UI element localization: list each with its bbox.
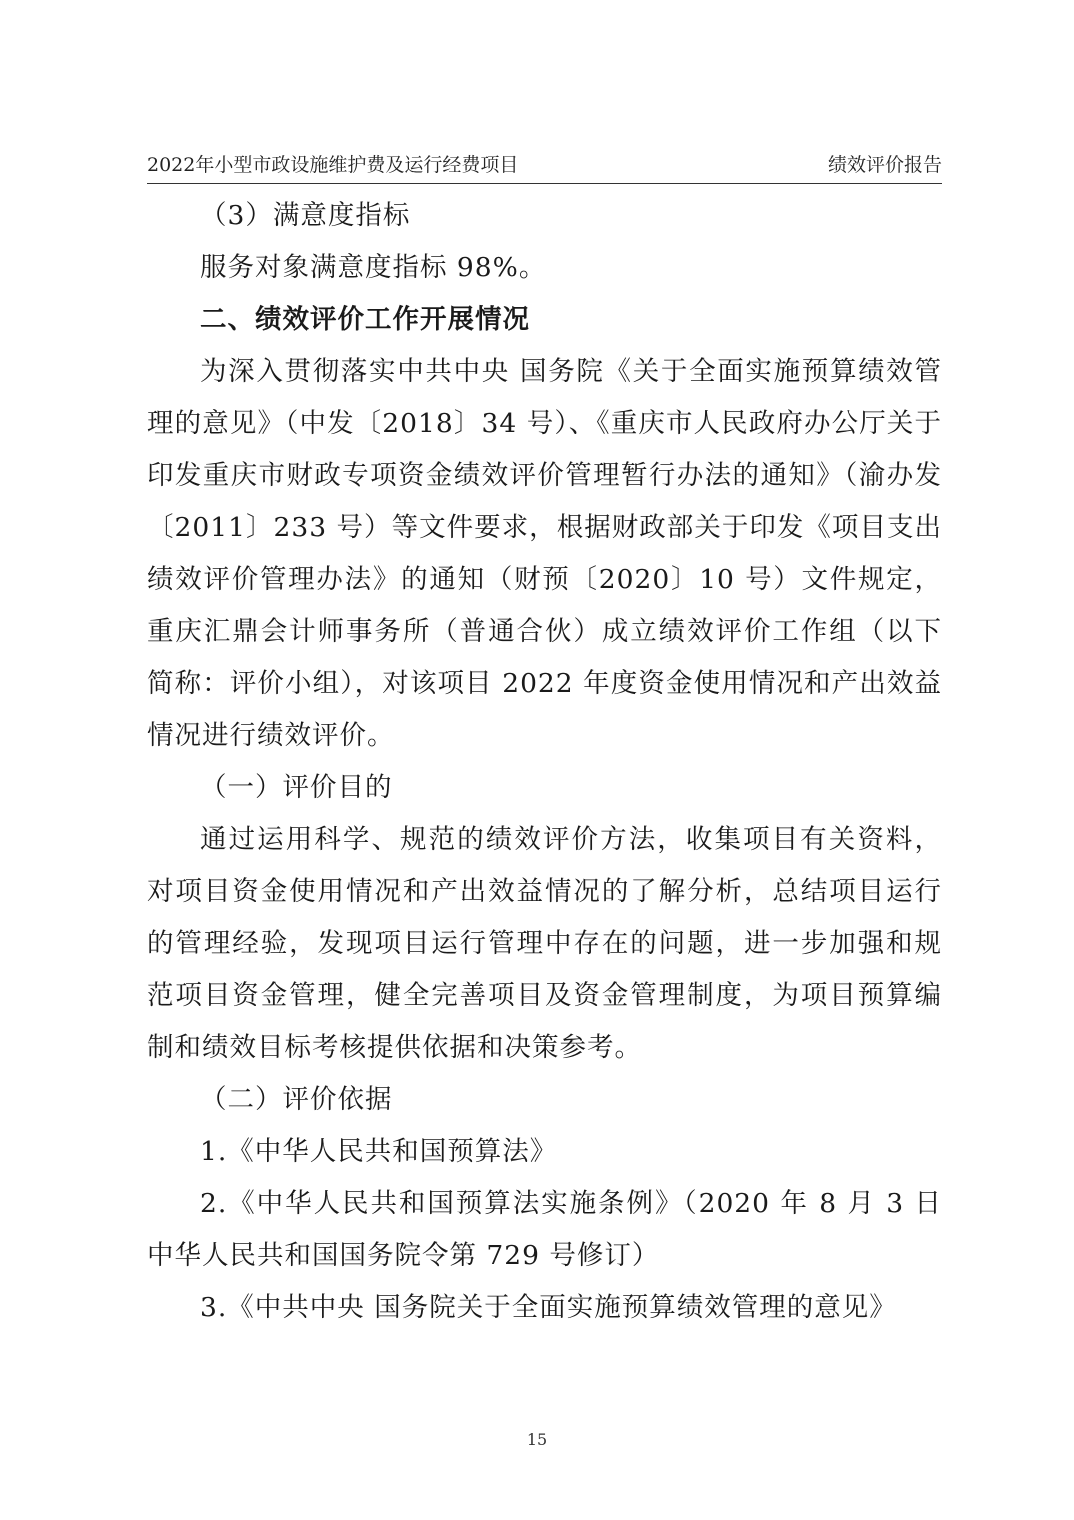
- section-two-paragraph: 为深入贯彻落实中共中央 国务院《关于全面实施预算绩效管理的意见》（中发〔2018〕34 号）、《重庆市人民政府办公厅关于印发重庆市财政专项资金绩效评价管理暂行办法的通知》（渝办发〔2011〕233 号）等文件要求，根据财政部关于印发《项目支出绩效评价管理办法》的通知（财预〔2020〕10 号）文件规定，重庆汇鼎会计师事务所（普通合伙）成立绩效评价工作组（以下简称：评价小组），对该项目 2022 年度资金使用情况和产出效益情况进行绩效评价。: [147, 356, 942, 751]
- section-two-heading: 二、绩效评价工作开展情况: [200, 304, 530, 335]
- document-body: [147, 190, 942, 1334]
- evaluation-purpose-paragraph: 通过运用科学、规范的绩效评价方法，收集项目有关资料，对项目资金使用情况和产出效益情况的了解分析，总结项目运行的管理经验，发现项目运行管理中存在的问题，进一步加强和规范项目资金管理，健全完善项目及资金管理制度，为项目预算编制和绩效目标考核提供依据和决策参考。: [147, 824, 942, 1063]
- basis-item-2: 2.《中华人民共和国预算法实施条例》（2020 年 8 月 3 日中华人民共和国国务院令第 729 号修订）: [147, 1188, 942, 1271]
- page-number: 15: [526, 1430, 548, 1449]
- evaluation-basis-heading: （二）评价依据: [200, 1084, 393, 1115]
- satisfaction-indicator-heading: （3）满意度指标: [200, 200, 411, 231]
- header-project-title: 2022年小型市政设施维护费及运行经费项目: [147, 154, 519, 176]
- satisfaction-indicator-value: 服务对象满意度指标 98%。: [200, 252, 547, 283]
- header-report-type: 绩效评价报告: [827, 154, 942, 176]
- basis-item-3: 3.《中共中央 国务院关于全面实施预算绩效管理的意见》: [200, 1292, 897, 1323]
- page-header: [147, 150, 942, 184]
- basis-item-1: 1.《中华人民共和国预算法》: [200, 1136, 558, 1167]
- evaluation-purpose-heading: （一）评价目的: [200, 772, 393, 803]
